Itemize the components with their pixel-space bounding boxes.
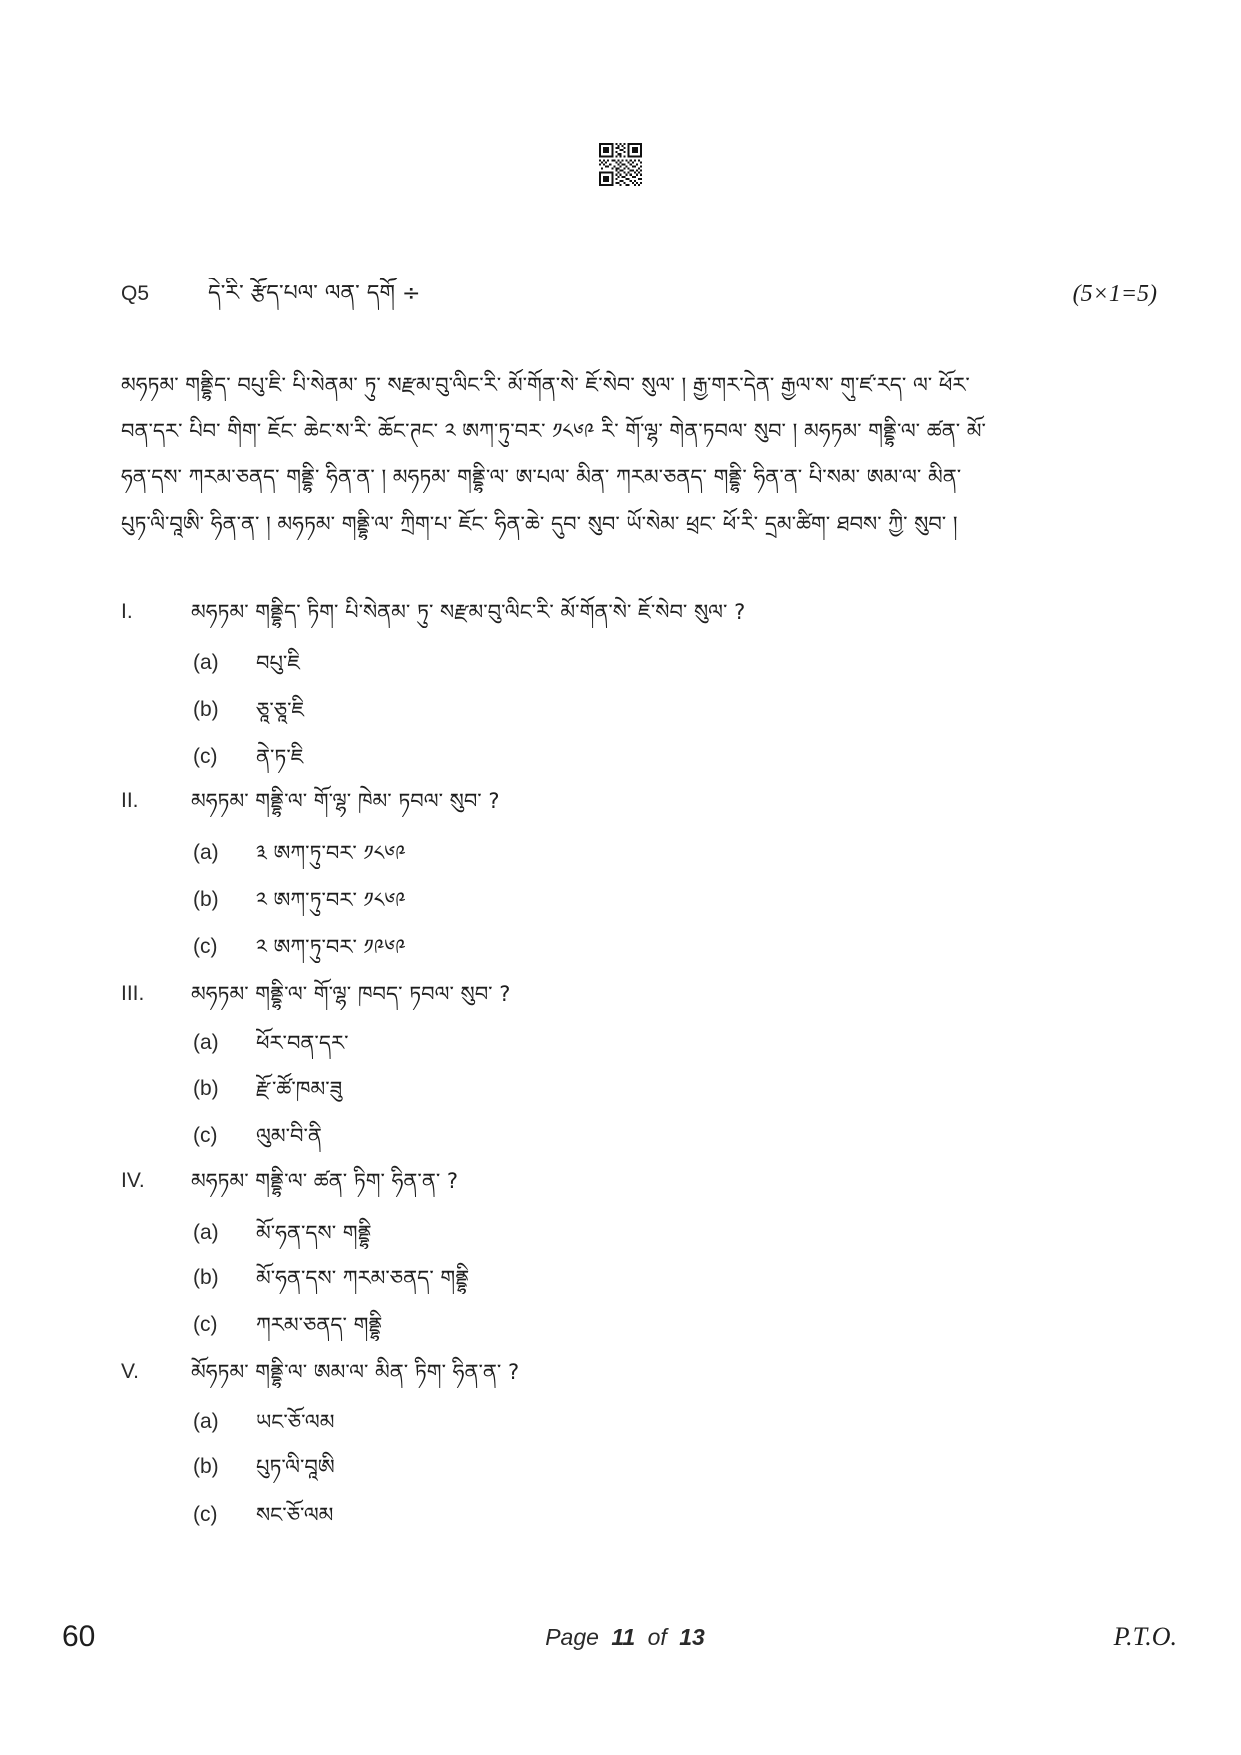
sub-question-row <box>0 1165 1241 1197</box>
option-text: ཀརམ་ཅནད་ གནྡྷི <box>256 1313 383 1337</box>
option-row <box>0 694 1241 726</box>
passage-line: ཧན་དས་ ཀརམ་ཅནད་ གནྡྷི་ ཧིན་ན་ ། མཧཏམ་ གནྡྷི་ལ་ ཨ་པལ་ མིན་ ཀརམ་ཅནད་ གནྡྷི་ ཧིན་ན་ པི་སམ་ ཨམ་ལ་ མིན་ <box>121 465 962 489</box>
option-label: (b) <box>193 698 219 721</box>
page-current: 11 <box>611 1624 636 1650</box>
option-row <box>0 1120 1241 1152</box>
option-text: ནེ་ཏ་ཇི <box>256 745 304 769</box>
question-marks: (5×1=5) <box>1072 281 1157 307</box>
option-label: (c) <box>193 745 218 768</box>
option-text: རྫོ་ཚོ་ཁམ་ཟུ <box>256 1077 343 1101</box>
option-text: ༢ ཨཀ་ཏུ་བར་ ༡༩༦༩ <box>256 935 406 959</box>
option-label: (c) <box>193 935 218 958</box>
option-row <box>0 931 1241 963</box>
sub-question-text: མཧཏམ་ གནྡྷི་ལ་ ཚན་ ཏིག་ ཧིན་ན་ ? <box>191 1169 459 1193</box>
option-label: (a) <box>193 1031 219 1054</box>
option-text: མོ་ཧན་དས་ ཀརམ་ཅནད་ གནྡྷི <box>256 1266 470 1290</box>
sub-question-row <box>0 785 1241 817</box>
option-row <box>0 647 1241 679</box>
page-label: Page <box>545 1624 599 1650</box>
sub-question-row <box>0 1356 1241 1388</box>
passage-row <box>0 369 1241 401</box>
sub-question-number: V. <box>121 1360 139 1383</box>
passage-line: མཧཏམ་ གནྡྷིད་ བཔུ་ཇི་ པི་སེནམ་ ཏུ་ སརྫམ་བུ་ལིང་རི་ མོ་གོན་སེ་ ཇོ་སེབ་ སུལ་ ། རྒྱ་གར་དེན་ རྒྱལ་ས་ གུ་ཛ་རད་ ལ་ ཕོར་ <box>121 373 970 397</box>
please-turn-over: P.T.O. <box>1113 1622 1177 1651</box>
passage-row <box>0 461 1241 493</box>
option-label: (a) <box>193 651 219 674</box>
option-row <box>0 1027 1241 1059</box>
option-label: (c) <box>193 1124 218 1147</box>
paper-code: 60 <box>62 1620 96 1653</box>
option-row <box>0 1451 1241 1483</box>
option-label: (c) <box>193 1503 218 1526</box>
option-text: ཅཱ་ཅཱ་ཇི <box>256 698 305 722</box>
sub-question-number: IV. <box>121 1169 145 1192</box>
option-row <box>0 884 1241 916</box>
option-label: (c) <box>193 1313 218 1336</box>
option-row <box>0 1309 1241 1341</box>
option-label: (b) <box>193 1266 219 1289</box>
passage-row <box>0 508 1241 540</box>
option-text: སང་ཅོ་ལམ <box>256 1503 334 1527</box>
sub-question-number: I. <box>121 600 133 623</box>
option-row <box>0 837 1241 869</box>
question-header <box>0 278 1241 310</box>
sub-question-text: མཧཏམ་ གནྡྷི་ལ་ གོ་ལྷ་ ཁབད་ ཏབལ་ སུབ་ ? <box>191 982 511 1006</box>
option-row <box>0 1217 1241 1249</box>
option-row <box>0 1499 1241 1531</box>
passage-line: པུཏ་ལི་བཱཨི་ ཧིན་ན་ ། མཧཏམ་ གནྡྷི་ལ་ ཀྲིག་པ་ ཇོང་ ཧིན་ཆེ་ དུབ་ སུབ་ ཡོ་སེམ་ ཕྲང་ ཕོ་རི་ དྲམ་ཚིག་ ཐབས་ ཀྱི་ སུབ་ ། <box>121 512 958 536</box>
page-total: 13 <box>679 1624 705 1650</box>
qr-code-icon <box>599 143 642 186</box>
page-of-label: of <box>647 1624 667 1650</box>
sub-question-text: མཧཏམ་ གནྡྷི་ལ་ གོ་ལྷ་ ཁེམ་ ཏབལ་ སུབ་ ? <box>191 789 500 813</box>
page-number <box>500 1618 750 1656</box>
option-text: ༣ ཨཀ་ཏུ་བར་ ༡༨༦༩ <box>256 841 406 865</box>
option-label: (b) <box>193 1077 219 1100</box>
question-number: Q5 <box>121 282 150 305</box>
option-row <box>0 1262 1241 1294</box>
option-text: པུཏ་ལི་བཱཨི <box>256 1455 335 1479</box>
question-instruction: དེ་རི་ རྩོད་པལ་ ལན་ དགོ ÷ <box>208 281 421 306</box>
sub-question-number: II. <box>121 789 139 812</box>
sub-question-text: མོཧཏམ་ གནྡྷི་ལ་ ཨམ་ལ་ མིན་ ཏིག་ ཧིན་ན་ ? <box>191 1360 520 1384</box>
option-row <box>0 1073 1241 1105</box>
sub-question-number: III. <box>121 982 145 1005</box>
option-label: (a) <box>193 1221 219 1244</box>
sub-question-text: མཧཏམ་ གནྡྷིད་ ཏིག་ པི་སེནམ་ ཏུ་ སརྫམ་བུ་ལིང་རི་ མོ་གོན་སེ་ ཇོ་སེབ་ སུལ་ ? <box>191 600 746 624</box>
option-text: ལུམ་བི་ནི <box>256 1124 322 1148</box>
passage-row <box>0 415 1241 447</box>
option-text: བཔུ་ཇི <box>256 651 301 675</box>
option-text: ༢ ཨཀ་ཏུ་བར་ ༡༨༦༩ <box>256 888 406 912</box>
option-text: ཡང་ཅོ་ལམ <box>256 1410 335 1434</box>
option-text: ཕོར་བན་དར་ <box>256 1031 349 1055</box>
option-text: མོ་ཧན་དས་ གནྡྷི <box>256 1221 372 1245</box>
option-label: (a) <box>193 841 219 864</box>
option-label: (b) <box>193 1455 219 1478</box>
passage-line: བན་དར་ པིབ་ གིག་ ཇོང་ ཆེང་ས་རི་ ཆོང་ཊང་ ༢ ཨཀ་ཏུ་བར་ ༡༨༦༩ རི་ གོ་ལྷ་ གེན་ཏབལ་ སུབ་ ། མཧཏམ་ གནྡྷི་ལ་ ཚན་ མོ་ <box>121 419 986 443</box>
option-label: (b) <box>193 888 219 911</box>
sub-question-row <box>0 978 1241 1010</box>
page-footer <box>0 1618 1241 1656</box>
option-label: (a) <box>193 1410 219 1433</box>
option-row <box>0 1406 1241 1438</box>
option-row <box>0 741 1241 773</box>
sub-question-row <box>0 596 1241 628</box>
